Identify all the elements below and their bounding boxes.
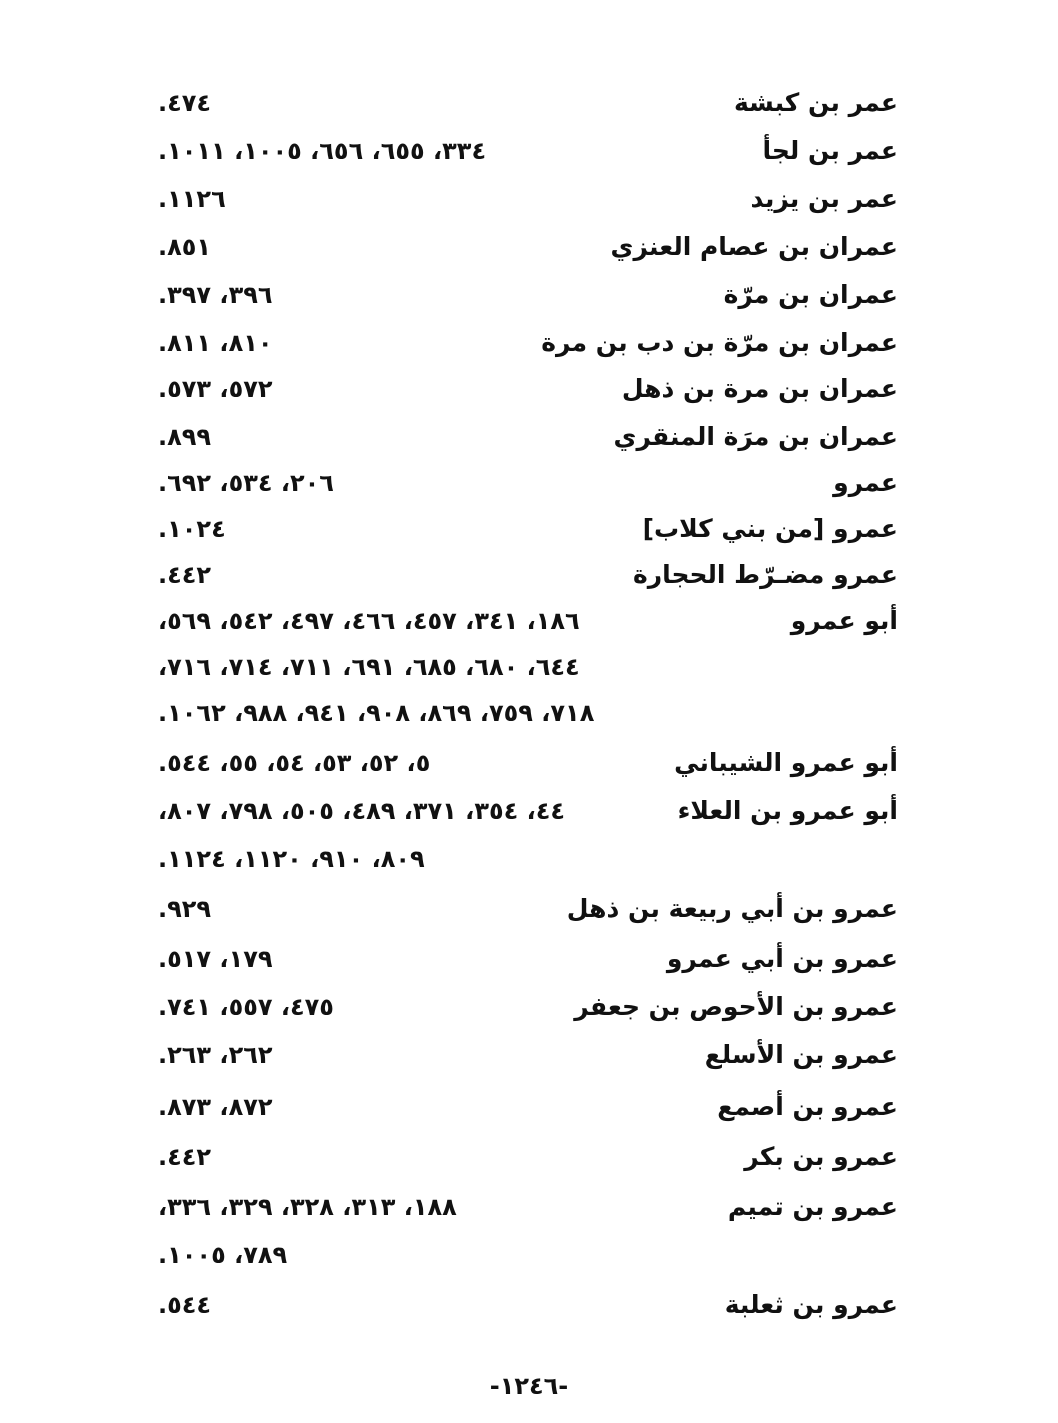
entry-name: أبو عمرو [790,606,898,635]
entry-pages: ٢٠٦، ٥٣٤، ٦٩٢. [158,469,334,497]
index-entry [150,984,910,1030]
index-entry [150,506,910,552]
page-number: -١٢٤٦- [489,1372,569,1400]
index-entry [150,740,910,786]
entry-pages: ٣٩٦، ٣٩٧. [158,281,273,309]
entry-pages: ٣٣٤، ٦٥٥، ٦٥٦، ١٠٠٥، ١٠١١. [158,137,487,165]
entry-pages: ٨٠٩، ٩١٠، ١١٢٠، ١١٢٤. [158,845,425,873]
entry-pages: ٨١٠، ٨١١. [158,329,273,357]
entry-pages: ٢٦٢، ٢٦٣. [158,1041,273,1069]
entry-name: عمران بن عصام العنزي [610,232,898,261]
entry-pages: ١٨٦، ٣٤١، ٤٥٧، ٤٦٦، ٤٩٧، ٥٤٢، ٥٦٩، [158,607,580,635]
entry-pages: ١٧٩، ٥١٧. [158,945,273,973]
entry-name: عمران بن مرّة [723,280,898,309]
entry-name: عمرو بن أبي ربيعة بن ذهل [566,894,898,923]
index-entry [150,1134,910,1180]
entry-name: عمر بن يزيد [750,184,898,213]
entry-name: عمرو [833,468,898,497]
index-entry-continuation [150,644,910,690]
entry-name: عمرو بن أصمع [717,1092,898,1121]
entry-pages: ٩٢٩. [158,895,212,923]
entry-pages: ٥٧٢، ٥٧٣. [158,375,273,403]
entry-name: عمران بن مرّة بن دب بن مرة [541,328,898,357]
index-entry [150,1084,910,1130]
entry-pages: ٨٧٢، ٨٧٣. [158,1093,273,1121]
index-entry [150,366,910,412]
index-entry [150,414,910,460]
entry-pages: ٨٥١. [158,233,212,261]
entry-name: عمرو بن بكر [744,1142,898,1171]
entry-name: عمرو بن الأسلع [704,1040,898,1069]
index-entry [150,936,910,982]
index-entry [150,886,910,932]
entry-pages: ٦٤٤، ٦٨٠، ٦٨٥، ٦٩١، ٧١١، ٧١٤، ٧١٦، [158,653,580,681]
entry-name: عمر بن كبشة [733,88,898,117]
index-entry [150,1282,910,1328]
entry-pages: ٨٩٩. [158,423,212,451]
entry-pages: ٤٧٥، ٥٥٧، ٧٤١. [158,993,334,1021]
entry-name: أبو عمرو الشيباني [674,748,898,777]
entry-name: عمر بن لجأ [762,136,898,165]
entry-pages: ٤٤٢. [158,1143,212,1171]
entry-name: عمرو مضـرّط الحجارة [632,560,898,589]
index-entry [150,80,910,126]
index-entry [150,598,910,644]
index-entry [150,272,910,318]
entry-pages: ٤٤، ٣٥٤، ٣٧١، ٤٨٩، ٥٠٥، ٧٩٨، ٨٠٧، [158,797,566,825]
index-entry-continuation [150,1232,910,1278]
entry-pages: ١٠٢٤. [158,515,226,543]
entry-pages: ٧٨٩، ١٠٠٥. [158,1241,288,1269]
entry-pages: ١١٢٦. [158,185,226,213]
name-index-list [150,80,910,1340]
index-entry [150,224,910,270]
entry-pages: ٤٤٢. [158,561,212,589]
index-entry-continuation [150,836,910,882]
index-entry [150,320,910,366]
entry-name: أبو عمرو بن العلاء [677,796,898,825]
index-entry [150,1032,910,1078]
entry-pages: ٧١٨، ٧٥٩، ٨٦٩، ٩٠٨، ٩٤١، ٩٨٨، ١٠٦٢. [158,699,595,727]
entry-name: عمران بن مرة بن ذهل [621,374,898,403]
index-entry [150,788,910,834]
index-entry [150,552,910,598]
index-entry [150,128,910,174]
entry-pages: ٤٧٤. [158,89,212,117]
entry-name: عمرو بن أبي عمرو [666,944,898,973]
entry-name: عمرو بن ثعلبة [724,1290,898,1319]
entry-name: عمرو بن الأحوص بن جعفر [574,992,898,1021]
index-entry [150,460,910,506]
entry-name: عمرو بن تميم [727,1192,898,1221]
entry-pages: ٥، ٥٢، ٥٣، ٥٤، ٥٥، ٥٤٤. [158,749,431,777]
entry-name: عمران بن مرَة المنقري [613,422,898,451]
index-entry-continuation [150,690,910,736]
entry-pages: ٥٤٤. [158,1291,212,1319]
entry-name: عمرو [من بني كلاب] [642,514,898,543]
index-entry [150,1184,910,1230]
index-entry [150,176,910,222]
entry-pages: ١٨٨، ٣١٣، ٣٢٨، ٣٢٩، ٣٣٦، [158,1193,457,1221]
